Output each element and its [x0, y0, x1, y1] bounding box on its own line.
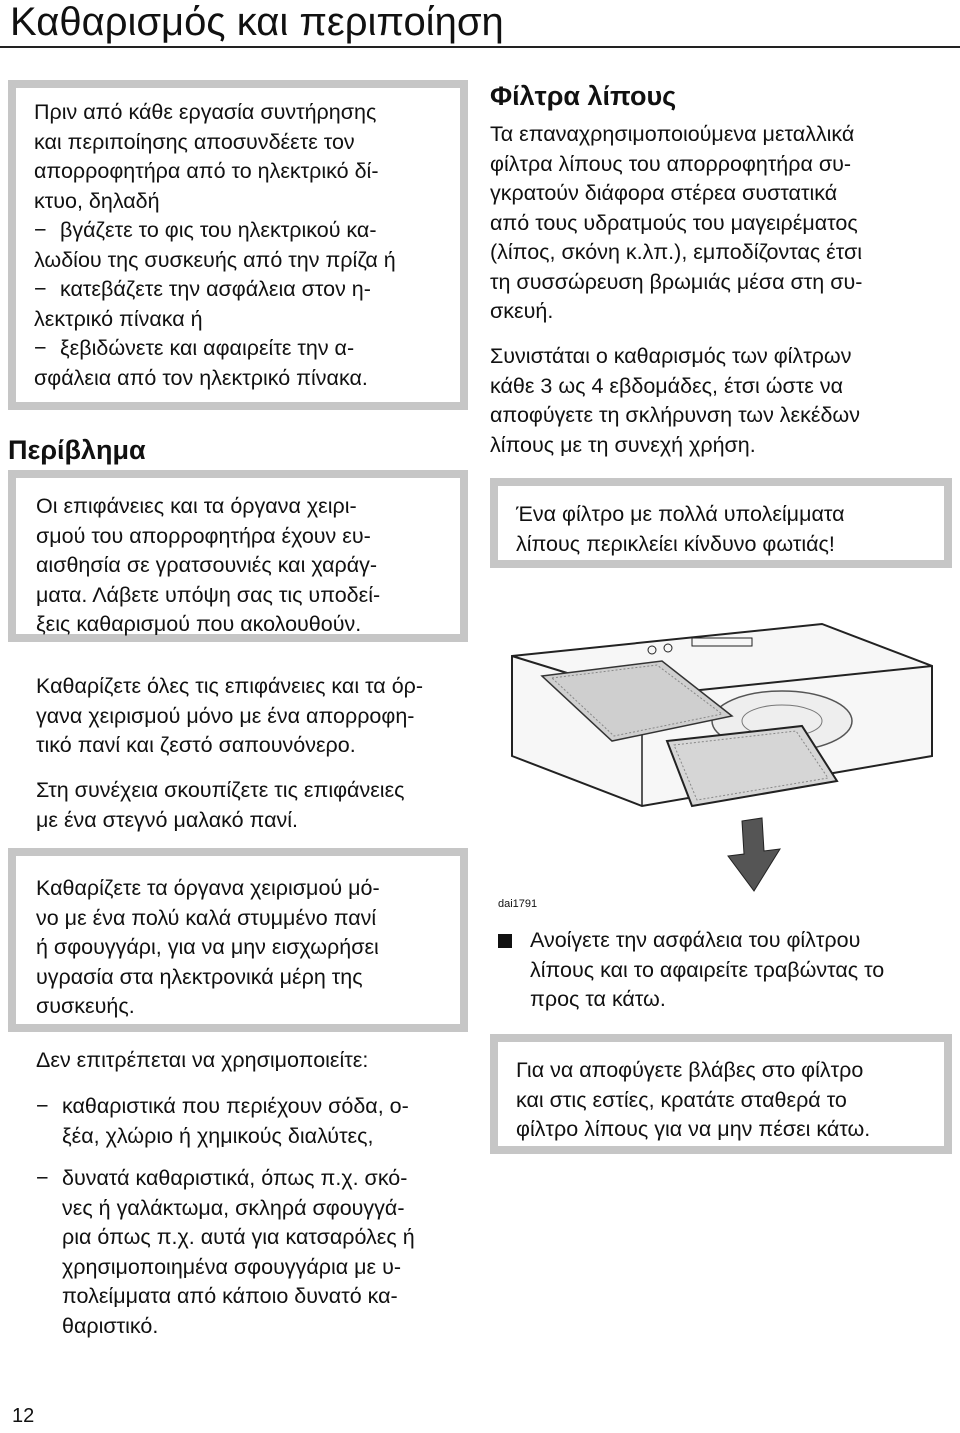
note-line: ματα. Λάβετε υπόψη σας τις υποδεί- — [36, 582, 381, 607]
bullet-square-icon — [498, 934, 512, 948]
note-line: υγρασία στα ηλεκτρονικά μέρη της — [36, 964, 363, 989]
page-number: 12 — [12, 1405, 35, 1427]
housing-note-box — [8, 470, 468, 642]
filter-handling-box — [490, 1034, 952, 1154]
warning-box — [8, 80, 468, 410]
filter-removal-figure — [492, 606, 952, 916]
page-title: Καθαρισμός και περιποίηση — [10, 0, 504, 44]
not-allowed-item: − δυνατά καθαριστικά, όπως π.χ. σκό- νες ή γαλάκτωμα, σκληρά σφουγγά- ρια όπως π.χ. αυτά για κατσαρόλες ή χρησιμοποιημένα σφουγγάρια με υ- πολείμματα από κάποιο δυνατό κα- θαριστικό. — [36, 1166, 415, 1338]
not-allowed-heading: Δεν επιτρέπεται να χρησιμοποιείτε: — [36, 1048, 369, 1072]
note-line: νο με ένα πολύ καλά στυμμένο πανί — [36, 905, 377, 930]
note-line: και στις εστίες, κρατάτε σταθερά το — [516, 1087, 847, 1112]
note-line: φίλτρο λίπους για να μην πέσει κάτω. — [516, 1117, 871, 1141]
note-line: σμού του απορροφητήρα έχουν ευ- — [36, 523, 371, 548]
note-line: Για να αποφύγετε βλάβες στο φίλτρο — [516, 1058, 864, 1082]
fire-warning-box — [490, 478, 952, 568]
warning-dash-item: − κατεβάζετε την ασφάλεια στον η- λεκτρικό πίνακα ή — [34, 277, 371, 331]
housing-paragraph-1: Καθαρίζετε όλες τις επιφάνειες και τα όρ- γανα χειρισμού μόνο με ένα απορροφη- τικό πανί και ζεστό σαπουνόνερο. — [36, 674, 424, 757]
warning-line: Πριν από κάθε εργασία συντήρησης — [34, 100, 377, 124]
housing-heading: Περίβλημα — [8, 435, 146, 465]
housing-paragraph-2: Στη συνέχεια σκουπίζετε τις επιφάνειες με ένα στεγνό μαλακό πανί. — [36, 778, 405, 832]
note-line: ξεις καθαρισμού που ακολουθούν. — [36, 612, 362, 636]
range-hood-illustration — [492, 606, 952, 916]
warning-line: και περιποίησης αποσυνδέετε τον — [34, 129, 355, 154]
filters-heading: Φίλτρα λίπους — [490, 81, 677, 111]
note-line: Ένα φίλτρο με πολλά υπολείμματα — [516, 502, 845, 526]
note-line: συσκευής. — [36, 994, 135, 1018]
warning-line: απορροφητήρα από το ηλεκτρικό δί- — [34, 159, 379, 183]
filters-paragraph-1: Τα επαναχρησιμοποιούμενα μεταλλικά φίλτρα λίπους του απορροφητήρα συ- γκρατούν διάφορα στέρεα συστατικά από τους υδρατμούς του μαγειρέματος (λίπος, σκόνη κ.λπ.), εμποδίζοντας έτσι τη συσσώρευση βρωμιάς μέσα στη συ- σκευή. — [490, 122, 863, 323]
warning-line: κτυο, δηλαδή — [34, 188, 160, 213]
note-line: λίπους περικλείει κίνδυνο φωτιάς! — [516, 531, 835, 556]
step-instruction: Ανοίγετε την ασφάλεια του φίλτρου λίπους και το αφαιρείτε τραβώντας το προς τα κάτω. — [492, 926, 954, 1015]
warning-dash-item: − βγάζετε το φις του ηλεκτρικού κα- λωδίου της συσκευής από την πρίζα ή — [34, 218, 396, 272]
note-line: Καθαρίζετε τα όργανα χειρισμού μό- — [36, 876, 380, 900]
note-line: ή σφουγγάρι, για να μην εισχωρήσει — [36, 935, 379, 959]
figure-label: dai1791 — [498, 898, 538, 910]
housing-note-box-2 — [8, 848, 468, 1032]
filters-paragraph-2: Συνιστάται ο καθαρισμός των φίλτρων κάθε 3 ως 4 εβδομάδες, έτσι ώστε να αποφύγετε τη σκλήρυνση των λεκέδων λίπους με τη συνεχή χρήση. — [490, 344, 860, 457]
note-line: αισθησία σε γρατσουνιές και χαράγ- — [36, 553, 378, 577]
note-line: Οι επιφάνειες και τα όργανα χειρι- — [36, 494, 357, 518]
not-allowed-item: − καθαριστικά που περιέχουν σόδα, ο- ξέα, χλώριο ή χημικούς διαλύτες, — [36, 1094, 409, 1148]
warning-dash-item: − ξεβιδώνετε και αφαιρείτε την α- σφάλεια από τον ηλεκτρικό πίνακα. — [34, 336, 368, 390]
title-rule — [0, 46, 960, 48]
